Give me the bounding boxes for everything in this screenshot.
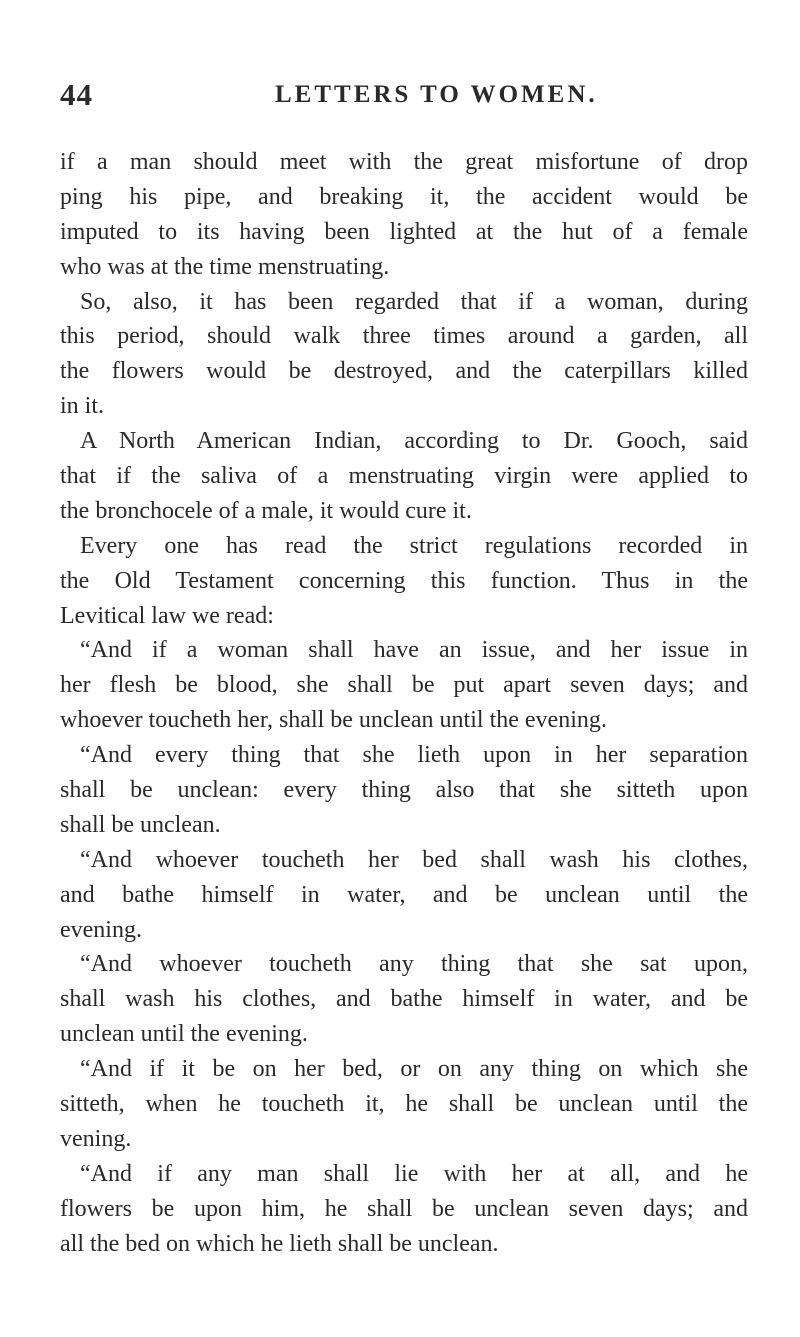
text-line: the Old Testament concerning this function. Thus in the [60,567,748,594]
page-header [60,75,760,115]
text-line: vening. [60,1125,132,1152]
text-line: Levitical law we read: [60,602,274,629]
text-line: A North American Indian, according to Dr. Gooch, said [80,428,748,455]
text-line: ping his pipe, and breaking it, the accident would be [60,183,748,210]
text-line: this period, should walk three times around a garden, all [60,323,748,350]
text-line: shall be unclean: every thing also that she sitteth upon [60,777,748,804]
text-line: unclean until the evening. [60,1021,308,1048]
text-line: in it. [60,393,105,420]
text-line: “And whoever toucheth her bed shall wash his clothes, [80,846,748,873]
text-line: all the bed on which he lieth shall be unclean. [60,1230,499,1257]
text-line: her flesh be blood, she shall be put apart seven days; and [60,672,748,699]
text-line: “And if it be on her bed, or on any thing on which she [80,1056,748,1083]
text-line: the flowers would be destroyed, and the caterpillars killed [60,358,748,385]
text-line: “And every thing that she lieth upon in her separation [80,742,748,769]
text-line: evening. [60,916,142,943]
text-line: “And if a woman shall have an issue, and her issue in [80,637,748,664]
text-line: shall be unclean. [60,811,221,838]
running-head: LETTERS TO WOMEN. [275,81,598,108]
text-line: if a man should meet with the great misfortune of drop [60,149,748,175]
text-line: “And if any man shall lie with her at all, and he [80,1160,748,1187]
text-line: that if the saliva of a menstruating virgin were applied to [60,463,748,490]
text-line: shall wash his clothes, and bathe himself in water, and be [60,986,748,1013]
text-line: sitteth, when he toucheth it, he shall be unclean until the [60,1091,748,1118]
text-line: and bathe himself in water, and be unclean until the [60,881,748,908]
text-line: who was at the time menstruating. [60,253,390,280]
page-number: 44 [60,77,93,112]
text-line: imputed to its having been lighted at the hut of a female [60,218,748,245]
text-line: whoever toucheth her, shall be unclean until the evening. [60,707,607,734]
text-line: Every one has read the strict regulations recorded in [80,532,748,559]
text-line: flowers be upon him, he shall be unclean seven days; and [60,1195,748,1222]
text-line: “And whoever toucheth any thing that she sat upon, [80,951,748,978]
text-line: the bronchocele of a male, it would cure it. [60,497,472,524]
text-line: So, also, it has been regarded that if a woman, during [80,288,748,315]
body-text [60,145,748,1262]
